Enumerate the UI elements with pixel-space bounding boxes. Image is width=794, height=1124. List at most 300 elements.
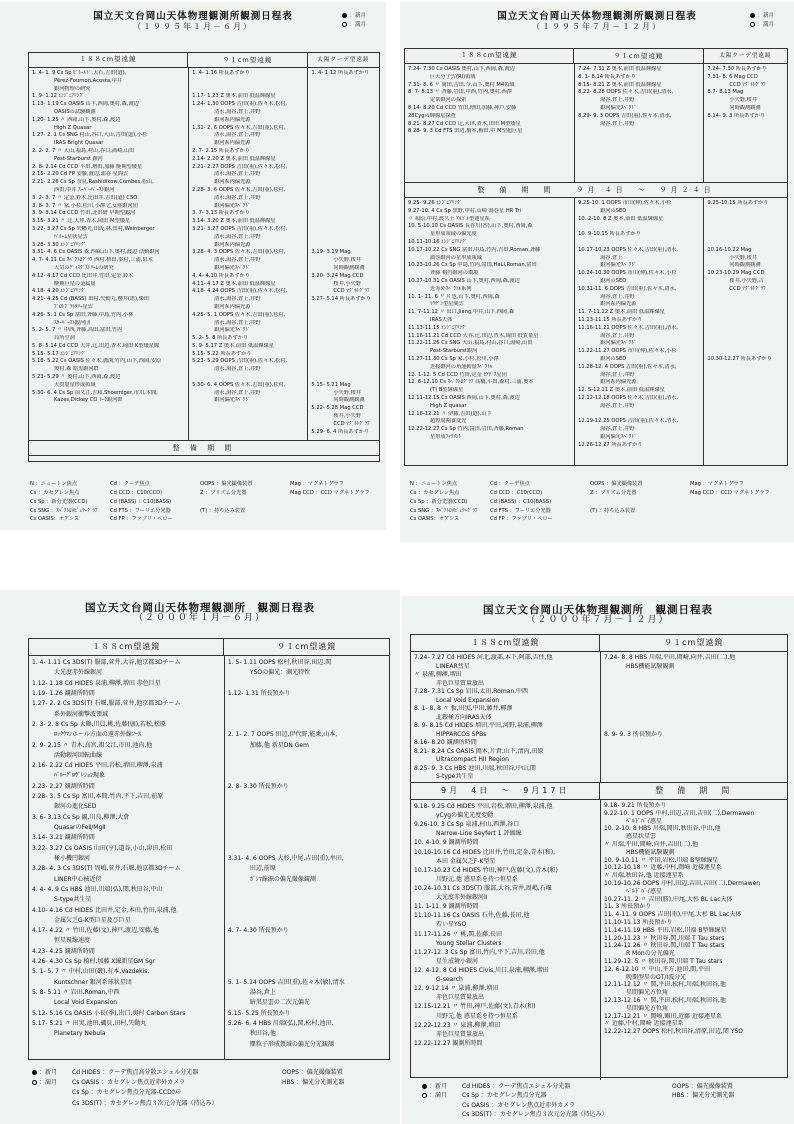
- schedule-row: 赤色巨星質量放出: [436, 679, 485, 687]
- schedule-2000-h2: [402, 596, 794, 1124]
- schedule-row: 2. 7- 2.15 所長あずかり: [192, 147, 250, 154]
- schedule-row: [228, 792, 386, 802]
- schedule-row: Pérez-Fournon,Acosta,中井: [54, 77, 123, 84]
- schedule-row: 8.14- 9. 3 所長あずかり: [707, 112, 766, 119]
- schedule-row: 5. 2- 5. 7 〃 中西,斉藤,高田,富田,竹内: [32, 327, 123, 334]
- schedule-row: 10.17-10.23 OOPS 佐々木,吉田(重),清水,: [578, 246, 679, 253]
- schedule-row: 11.20-11.23 〃 秋田谷,関,川端 T Tau stars: [603, 934, 725, 942]
- schedule-row: [228, 844, 386, 854]
- schedule-row: 5.15- 5.17 ｴﾝｼﾞﾆｱﾘﾝｸﾞ: [32, 350, 87, 357]
- schedule-row: 清水,湯谷,倉上,井野: [214, 319, 261, 326]
- schedule-row: [228, 720, 386, 730]
- schedule-row: [228, 679, 386, 689]
- schedule-table: [404, 48, 788, 466]
- schedule-row: 8.25- 9. 3 Cs HBS 池田,川端,秋田谷,中山,関: [414, 764, 536, 772]
- schedule-row: 11.13-11.15 所長あずかり: [578, 316, 643, 323]
- instrument-legend: [30, 480, 380, 524]
- schedule-row: 10.23-10.26 Cs Sp 中島,竹内,富田,HaLi,Roman,富田: [408, 262, 537, 269]
- schedule-row: 〃 川端,平田,岡崎,向井,吉田(二),他: [603, 840, 699, 848]
- legend-item: (T) ：持ち込み装置: [200, 507, 246, 514]
- schedule-row: 10.24-10.30 OOPS 市川(伸),佐々木,小杉: [578, 270, 677, 277]
- schedule-row: [604, 722, 784, 731]
- schedule-row: 3.28- 4. 3 Cs 3DS(T) 周嶋,菅井,石堰,他京都3Dチーム: [32, 865, 181, 873]
- maintenance-band: 9月 4日 ～ 9月17日 整 備 期 間: [411, 782, 787, 800]
- schedule-row: Narrow-Line Seyfert 1 評価線: [436, 830, 522, 838]
- page-subtitle: （１９９５年７月－１２月）: [532, 21, 662, 31]
- col-188cm: [411, 652, 600, 782]
- schedule-row: 1.19- 1.26 観測所時間: [32, 689, 95, 697]
- schedule-row: 8.21- 8.27 Cd CCD 辻,大坪,青木,田田 M型矮星: [408, 120, 521, 127]
- schedule-row: (T) B型輝線星: [430, 387, 464, 394]
- schedule-row: ﾊﾞﾙｰﾑ星状星雲: [54, 233, 88, 240]
- schedule-row: 近赤外ｽﾍﾟｸﾄﾙ系列: [430, 285, 472, 292]
- legend-item: [32, 1088, 72, 1098]
- legend-item: [200, 498, 290, 507]
- schedule-row: [604, 773, 784, 782]
- schedule-row: 1.20- 1.25 〃 西岡,山下,奥村,森,渡辺: [32, 116, 121, 123]
- schedule-row: 10.23-10.29 Mag CCD: [707, 270, 765, 277]
- schedule-row: 11. 4-11. 9 OOPS 吉田(重),中尾,大杉 BL Lac天体: [603, 911, 742, 919]
- schedule-row: 2. 8- 3.30 所長預かり: [227, 782, 289, 790]
- legend-item: [200, 515, 290, 524]
- schedule-row: LINEAR彗星: [436, 662, 470, 670]
- schedule-row: [228, 957, 386, 967]
- schedule-row: 11.10-11.16 Cs OASIS 石井,佐藤,長田,他: [414, 912, 530, 920]
- schedule-row: 4.18- 4.24 OOPS 吉田(重),佐々木,松村,: [192, 288, 288, 295]
- schedule-row: High Z Quasar: [54, 124, 92, 131]
- schedule-row: 7.28- 7.31 Cs Sp 岩田,太田,Roman,中西: [414, 688, 529, 696]
- schedule-row: 2. 1- 2. 7 OOPS 田辺,伊代野,能乗,山本,: [227, 731, 338, 739]
- schedule-row: [311, 343, 376, 351]
- schedule-row: ﾍﾞﾙﾄﾞﾊﾞｲ惑星: [625, 817, 662, 825]
- legend-item: Cs OASIS ：カセグレン焦点近赤外カメラ: [72, 1079, 186, 1087]
- schedule-row: Ultracompact HII Region: [436, 756, 509, 764]
- schedule-row: 3.14- 3.21 観測所時間: [32, 834, 95, 842]
- legend-item: Cs OASIS：オアシス: [30, 516, 80, 523]
- schedule-row: 12.22-12.27 観測所時間: [414, 1039, 483, 1047]
- table-header: １８８cm望遠鏡 ９１cm望遠鏡 太陽クーデ望遠鏡: [405, 49, 787, 64]
- schedule-row: 3.31- 4. 6 OOPS 大杉,中尾,吉田(重),牟田,: [227, 854, 344, 862]
- schedule-row: 清水,湯谷,倉上,井野: [214, 257, 261, 264]
- col-91cm: [574, 64, 703, 182]
- schedule-row: [707, 239, 784, 247]
- schedule-row: 金属欠乏G-K型巨星及び巨星: [54, 916, 131, 924]
- schedule-row: 11.27-12. 3 Cs Sp 富田,竹内,平下,吉川,岩田,他: [414, 948, 545, 956]
- schedule-row: 4.26- 4.30 Cs Sp 植村,加藤 X線新星GM Sgr: [32, 958, 156, 966]
- schedule-row: ﾊﾞﾙｰｸﾞﾛｳﾞﾚｼｮﾝ現象: [54, 772, 106, 780]
- schedule-row: 湯谷,倉上,井野: [600, 332, 635, 339]
- schedule-row: 若い星YSO: [436, 921, 467, 929]
- schedule-row: 8. 9- 8.15 Cd HIDES 増田,平田,河野,泉浦,柳澤: [414, 722, 543, 730]
- schedule-row: ﾌﾟﾛﾄﾌﾟﾗﾈﾀﾘｰ星雲: [54, 303, 93, 310]
- legend-item: [282, 1088, 392, 1098]
- schedule-row: [707, 121, 784, 129]
- schedule-row: 5.23- 5.29 〃 奥村,山下,西岡,森,渡辺: [32, 374, 121, 381]
- schedule-row: CCD ﾏｸﾞﾈﾄｸﾞﾗﾌ: [729, 285, 766, 292]
- schedule-row: 12.11-12.12 〃 関,平田,松村,川端,秋田谷,他: [603, 981, 726, 989]
- legend-item: Mag ：マグネトグラフ: [690, 481, 744, 487]
- schedule-row: 星形成領域の偏光度: [430, 231, 477, 238]
- page-subtitle: （２０００年１月－６月）: [133, 613, 266, 624]
- col-solar: [703, 64, 787, 182]
- schedule-row: [311, 132, 376, 140]
- legend-item: [690, 507, 788, 516]
- schedule-row: 湯谷,倉上,井野: [600, 371, 635, 378]
- schedule-row: Post-Starburst銀河: [430, 348, 478, 355]
- schedule-row: Young Stellar Clusters: [436, 939, 502, 947]
- legend-item: [690, 515, 788, 524]
- schedule-row: [707, 325, 784, 333]
- schedule-row: 4.10- 4.16 Cd HIDES 比田井,定金,本田,竹田,泉浦,他: [32, 906, 177, 914]
- schedule-row: 11.13-11.15 ｴﾝｼﾞﾆｱﾘﾝｸﾞ: [408, 324, 468, 331]
- schedule-row: 11.17-11.26 〃 桃,関,佐藤,長田: [414, 930, 503, 938]
- legend-item: HBS ：偏光分光測光器: [672, 1092, 735, 1100]
- schedule-row: 8.22- 8.28 OOPS 佐々木,吉田(重),清水,: [578, 89, 674, 96]
- col-91cm: [600, 652, 787, 782]
- schedule-row: [604, 739, 784, 748]
- schedule-row: 2.28- 3. 6 OOPS 佐々木,吉田(重),松村,: [192, 186, 286, 193]
- col-91cm: [188, 68, 307, 440]
- schedule-row: [311, 93, 376, 101]
- schedule-row: 4. 7- 4.30 所長預かり: [227, 927, 289, 935]
- schedule-row: 加藤,他 新星DN Gem: [249, 741, 309, 749]
- schedule-row: [311, 109, 376, 117]
- schedule-row: ｶﾞﾝﾏ線源の偏光撮像観測: [249, 875, 316, 883]
- schedule-row: 2. 8- 2.14 Cd CCD 平田,増田,加藤 晩期型矮星: [32, 163, 143, 170]
- legend-item: OOPS ：偏光撮像装置: [590, 481, 643, 487]
- schedule-row: 3.15- 3.21 〃 辻,大坪,青木,岡田 M型矮星: [32, 218, 131, 225]
- schedule-row: 銀河偏光ｽﾍﾟｸﾄﾞ: [214, 327, 251, 334]
- schedule-row: [311, 218, 376, 226]
- schedule-row: S-type共生星: [54, 896, 92, 904]
- schedule-row: 8. 9- 9. 3 所長預かり: [603, 730, 663, 738]
- schedule-row: 11.16-11.21 Cd CCD 大谷,辻,田辺,青木,岡田 低質量星: [408, 332, 539, 339]
- schedule-row: 4.23- 4.25 観測所時間: [32, 947, 95, 955]
- schedule-row: 12. 6-12.10 Cs ｽﾍﾟｸﾄﾛｸﾞﾗﾌ 高橋,平田,森村,三浦,奥本: [408, 379, 534, 386]
- schedule-row: 清水,湯谷,倉上,井野: [214, 194, 261, 201]
- legend-item: [290, 498, 380, 507]
- legend-item: Cd ：クーデ焦点: [110, 481, 150, 487]
- schedule-row: 3.14- 3.20 Z 奥本,前田 低温輝線星: [192, 218, 276, 225]
- schedule-row: [228, 710, 386, 720]
- schedule-row: [311, 203, 376, 211]
- schedule-row: 湯谷,倉上,井野: [600, 402, 635, 409]
- col-188cm: [405, 198, 574, 466]
- legend-item: [690, 498, 788, 507]
- legend-item: Cd ：クーデ焦点: [490, 481, 530, 487]
- schedule-row: 清水,湯谷,倉上,井野: [214, 132, 261, 139]
- schedule-row: [228, 699, 386, 709]
- schedule-row: 5.23- 5.29 OOPS 吉田(重),佐々木,松村,: [192, 358, 288, 365]
- schedule-row: 銀河物理の研究: [54, 85, 91, 92]
- schedule-row: 3.28- 4. 3 OOPS 佐々木,吉田(重),松村,: [192, 249, 286, 256]
- schedule-row: [311, 226, 376, 234]
- schedule-row: 28Cygの輝線星探査: [408, 112, 456, 119]
- schedule-row: 1. 4- 1.16 所長あずかり: [192, 70, 250, 76]
- schedule-row: 10. 5-10.10 Cs OASIS 長谷川(香),山下,奥村,西岡,森: [408, 223, 533, 230]
- schedule-row: 2.23- 2.27 観測所時間: [32, 782, 95, 790]
- schedule-row: 5.26- 6. 4 HBS 川端(弘),関,松村,池田,: [227, 1019, 334, 1027]
- schedule-row: 秋田谷,他: [249, 1030, 276, 1038]
- new-moon-icon: [32, 1070, 37, 1075]
- schedule-row: 1. 4- 1. 9 Cs Sp ﾋﾞﾄｰﾙﾄﾞ,大石,吉田(道),: [32, 70, 127, 76]
- schedule-1995-h2: [400, 2, 794, 542]
- schedule-row: 小矢野,桜井: [729, 254, 758, 261]
- schedule-row: 渦巻銀河の星形成領域: [430, 254, 482, 261]
- schedule-row: 10. 2-10. 8 HBS 川端,岡田,秋田谷,中山,他: [603, 825, 721, 833]
- schedule-row: Kuntschner 銀河系球状星団: [54, 978, 132, 986]
- new-moon-icon: [422, 1084, 427, 1089]
- legend-item: Cd CCD ：C10(CCD): [110, 489, 163, 496]
- schedule-row: [311, 78, 376, 86]
- legend-item: Mag CCD ：CCD マグネトグラフ: [290, 489, 370, 496]
- schedule-row: 3.19- 3.19 Mag: [311, 249, 351, 256]
- schedule-row: 10.10-10.16 Cd HIDES 比田井,竹田,定金,青木(和),: [414, 848, 556, 856]
- schedule-row: 大質量星形成領域: [54, 381, 96, 388]
- schedule-row: [228, 771, 386, 781]
- schedule-row: 5.30- 6. 4 Cs Sp 前又江,吉和,Shoemiger,市川,本間,: [32, 389, 158, 396]
- schedule-row: [604, 671, 784, 680]
- schedule-row: [578, 411, 700, 419]
- schedule-row: 1.17- 1.23 Z 奥本,前田 低温輝線星: [192, 93, 276, 100]
- legend-item: N ：ニュートン焦点: [30, 481, 78, 487]
- legend-item: Cd CCD ：C10(CCD): [490, 489, 543, 496]
- schedule-row: 1. 4- 1.12 所長あずかり: [311, 70, 370, 76]
- col-91cm: [600, 800, 787, 1080]
- schedule-row: 5.15- 5.25 所長預かり: [227, 1009, 291, 1017]
- schedule-row: High Z quasar: [430, 402, 467, 409]
- col-91cm: [224, 656, 389, 1060]
- legend-item: Cs ：カセグレン焦点: [410, 489, 460, 496]
- schedule-row: Local Void Expansion: [54, 999, 118, 1007]
- schedule-row: 1.12- 1.18 Cd HIDES 泉浦,柳澤,増田 赤色巨星: [32, 679, 161, 687]
- schedule-row: 10.19-10.26 OOPS 中村,田辺,吉田,吉田(二),Dermawen: [603, 879, 761, 887]
- instrument-legend: [422, 1082, 784, 1119]
- schedule-row: 桜井,小矢野,古: [729, 277, 764, 284]
- schedule-row: [192, 86, 304, 94]
- schedule-row: 12. 4-12. 8 Cd HIDES Civis,川口,泉浦,柳澤,増田: [414, 966, 549, 974]
- schedule-row: 2.14- 2.20 Z 奥本,前田 低温輝線星: [192, 155, 276, 162]
- table-header: １８８cm望遠鏡 ９１cm望遠鏡 太陽クーデ望遠鏡: [29, 53, 379, 68]
- schedule-row: 2.28- 3. 5 Cs Sp 富田,本間,竹内,平下,吉田,前原: [32, 793, 164, 801]
- schedule-row: HBS機能試験観測: [625, 662, 675, 670]
- schedule-row: 惑星状星雲: [625, 833, 656, 841]
- schedule-row: [311, 210, 376, 218]
- schedule-table: [410, 634, 788, 1078]
- schedule-row: 銀河のSED: [600, 277, 627, 284]
- schedule-row: 3.27- 5.14 所長あずかり: [311, 296, 371, 303]
- schedule-row: 11.14-11.19 HBS 平田,岩松,川端 B型輝線星: [603, 926, 727, 934]
- schedule-row: 5. 2- 5. 8 所長あずかり: [192, 335, 249, 342]
- schedule-row: [707, 208, 784, 216]
- schedule-row: IRAS Bright Quasar: [54, 140, 104, 147]
- legend-item: OOPS ：偏光撮像装置: [200, 481, 253, 487]
- schedule-row: 大光度赤外線銀河II: [436, 894, 488, 902]
- schedule-row: 赤色巨星質量放出: [436, 994, 485, 1002]
- schedule-row: 3.22- 3.27 Cs Sp 矢幡光,田坂,林,田村,Weinberger: [32, 225, 155, 232]
- schedule-row: 9.18- 9.21 所長預かり: [603, 802, 667, 809]
- legend-item: Cs OASIS：オアシス: [410, 516, 460, 523]
- schedule-row: 5.22- 5.28 Mag CCD: [311, 405, 364, 412]
- schedule-row: 1.27- 2. 2 Cs 3DS(T) 石堰,服部,菅井,他京都3Dチーム: [32, 700, 181, 708]
- schedule-row: [707, 340, 784, 348]
- schedule-row: 11. 1-11. 9 観測所時間: [414, 903, 479, 911]
- new-moon-icon: [750, 13, 755, 18]
- schedule-row: [311, 320, 376, 328]
- schedule-row: Local Void Expansion: [436, 696, 500, 704]
- schedule-row: 7.24- 8. 8 HBS 川端,平田,岡崎,向井,吉田(二),他: [603, 654, 736, 661]
- schedule-row: [311, 335, 376, 343]
- moon-legend: ：新月 ：満月: [750, 12, 774, 30]
- legend-item: [422, 1101, 462, 1110]
- schedule-row: OASISの試験観測: [54, 108, 96, 115]
- legend-item: Mag ：マグネトグラフ: [290, 481, 344, 487]
- schedule-row: 10. 9-10.11 〃 平田,岩松,川端 B型輝線星: [603, 856, 719, 864]
- page-title: 国立天文台岡山天体物理観測所 観測日程表: [85, 602, 315, 614]
- schedule-row: [228, 936, 386, 946]
- schedule-row: [707, 294, 784, 302]
- schedule-row: 桜井,小矢野: [333, 413, 361, 420]
- col-188cm: [29, 68, 188, 440]
- schedule-row: 11.27-11.30 Cs Sp 家,小杉,松川,小澤: [408, 355, 499, 362]
- schedule-row: [311, 101, 376, 109]
- schedule-row: 超短周期食変光: [430, 418, 467, 425]
- schedule-row: 11.16-11.21 OOPS 佐々木,吉田(重),清水,: [578, 324, 679, 331]
- schedule-row: 極小機円銀河: [54, 854, 91, 862]
- schedule-row: [228, 895, 386, 905]
- schedule-row: YSOの偏光：測光特性: [249, 669, 311, 677]
- schedule-row: [228, 916, 386, 926]
- schedule-row: 12.17-12.21 〃 岡崎,鶴田,近藤 近接連星系: [603, 1012, 723, 1020]
- schedule-row: [228, 813, 386, 823]
- legend-item: ：満月: [422, 1091, 462, 1100]
- legend-item: Cs ：カセグレン焦点: [30, 489, 80, 496]
- schedule-row: 奥村,森 暗黒銀河群: [54, 366, 99, 373]
- schedule-row: CCD ﾏｸﾞﾈﾄｸﾞﾗﾌ: [729, 81, 766, 88]
- schedule-row: 10.30-12.27 所長あずかり: [707, 355, 772, 362]
- schedule-row: 銀河偏光ｽﾍﾟｸﾄﾞ: [600, 433, 637, 440]
- schedule-row: 1.24- 1.30 OOPS 吉田(重),佐々木,松村,: [192, 101, 288, 108]
- schedule-row: 清水,湯谷,倉上,井野: [214, 366, 261, 373]
- schedule-row: 湯谷,倉上: [600, 254, 623, 261]
- moon-legend: ：新月 ：満月: [342, 12, 366, 30]
- legend-item: Cd HIDES ：クーデ焦点高分散エシェル分光器: [72, 1069, 199, 1076]
- schedule-row: 9.22-10. 1 OOPS 中村,田辺,吉田,吉田(二),Dermawen: [603, 809, 755, 817]
- schedule-row: [311, 187, 376, 195]
- schedule-row: 銀河系内偏光源: [214, 140, 251, 147]
- schedule-row: 10.17-10.22 Cs SNG 富田,中島,竹内,吉田,Roman,斉藤: [408, 246, 541, 253]
- full-moon-icon: [750, 22, 755, 27]
- schedule-row: 11.24-11.26 〃 秋田谷,関,川端 T Tau stars: [603, 942, 725, 950]
- schedule-row: 塵粒子形成領域の偏光分光観測: [249, 1040, 334, 1048]
- schedule-row: [192, 78, 304, 86]
- schedule-row: 1. 9- 1.12 ｴﾝｼﾞﾆｱﾘﾝｸﾞ: [32, 93, 85, 100]
- page-title: 国立天文台岡山天体物理観測所観測日程表: [497, 11, 697, 22]
- schedule-row: [228, 885, 386, 895]
- schedule-row: [192, 374, 304, 382]
- schedule-row: 12. 9-12.14 〃 泉浦,柳澤,増田: [414, 985, 499, 993]
- schedule-row: 5.15- 5.21 Mag: [311, 381, 351, 388]
- schedule-row: [707, 301, 784, 309]
- schedule-row: 2.16- 2.22 Cd HIDES 平田,岩松,増田,柳澤,泉浦: [32, 762, 163, 770]
- legend-item: [32, 1099, 72, 1109]
- schedule-row: 11.10-11.13 所長預かり: [603, 918, 673, 926]
- schedule-row: 5.12- 5.16 Cs OASIS 小長(季),出口,奥村 Carbon Stars: [32, 1009, 186, 1017]
- legend-item: Cd (BASS) ：C10(BASS): [490, 498, 552, 505]
- schedule-row: [707, 128, 784, 136]
- schedule-row: 11.22-11.26 Cs SNG 大山,福島,村山,谷口,湯崎,山田: [408, 340, 533, 347]
- schedule-row: 9.25- 9.26 ｴﾝｼﾞﾆｱﾘﾝｸﾞ: [408, 200, 463, 206]
- schedule-row: 10. 9-10.15 所長あずかり: [578, 231, 641, 238]
- schedule-row: 銀河系内偏光源: [214, 241, 251, 248]
- schedule-row: 5. 1- 5. 7 〃 中村,山田(巌),有本,Vazdekis,: [32, 968, 150, 976]
- schedule-row: 10.27-10.31 Cs OASIS 山下,奥村,西岡,森,渡辺: [408, 277, 520, 284]
- schedule-row: 銀河偏光ｽﾍﾟｸﾄﾞ: [600, 262, 637, 269]
- schedule-row: 12.12-12.18 OOPS 佐々木,吉田(重),清水,: [578, 394, 679, 401]
- schedule-row: 3.22- 3.27 Cs OASIS 山田(亨),道谷,小山,津田,松田: [32, 844, 173, 852]
- schedule-row: 北銀極方向IRAS天体: [436, 713, 492, 721]
- schedule-row: [604, 705, 784, 714]
- schedule-row: 銀河偏光ｽﾍﾟｸﾄﾞ: [214, 202, 251, 209]
- schedule-row: 〃 川端,秋田谷,他 近接連星系: [603, 872, 684, 880]
- schedule-row: 1.31- 2. 6 OOPS 佐々木,吉田(重),松村,: [192, 124, 286, 131]
- schedule-row: ﾏﾗｹﾞﾝ型星間雲: [430, 301, 464, 308]
- schedule-row: 8.28- 9. 3 Cd FTS 田辺,橋本,梅田,中 M型超巨星: [408, 128, 523, 135]
- schedule-row: 5.30- 6. 4 OOPS 佐々木,吉田(重),松村,: [192, 381, 286, 388]
- col-solar: [703, 198, 787, 466]
- schedule-row: 〃 泉浦,柳澤,増田: [414, 671, 462, 679]
- legend-item: [282, 1099, 392, 1109]
- schedule-1995-h1: [0, 2, 386, 530]
- schedule-row: 同時観測観測: [333, 264, 365, 271]
- schedule-row: 銀河系内偏光源: [214, 116, 251, 123]
- legend-item: Cd FTS ：フーリエ分光器: [110, 507, 171, 514]
- schedule-row: 3.28- 3.30 ｴﾝｼﾞﾆｱﾘﾝｸﾞ: [32, 241, 87, 248]
- schedule-row: S-type共生星: [436, 773, 474, 781]
- schedule-row: [707, 348, 784, 356]
- schedule-row: IRAS天体: [430, 316, 453, 323]
- schedule-row: 銀河偏光ｽﾍﾟｸﾄﾞ: [214, 264, 251, 271]
- schedule-row: [311, 351, 376, 359]
- schedule-row: [311, 179, 376, 187]
- schedule-row: [311, 125, 376, 133]
- maintenance-band: 整 備 期 間: [29, 440, 379, 456]
- schedule-row: 12.11-12.15 Cs OASIS 西岡,山下,奥村,森,渡辺: [408, 394, 520, 401]
- schedule-row: 7.24- 7.27 Cd HIDES 河北,渡部,本下,阿部,吉住,他: [414, 654, 553, 661]
- schedule-row: 9.27-10. 4 Cs Sp 黒野,中村,山崎 渦巻星 HR Tri: [408, 207, 521, 214]
- schedule-row: 銀河系内偏光源: [600, 379, 637, 386]
- schedule-row: 小矢野,桜井: [333, 257, 361, 264]
- schedule-row: 桜井,小矢野: [333, 280, 361, 287]
- schedule-row: 2. 3- 2. 8 Cs Sp 大鶴,川員,桃,佐藤(康),若松,松原: [32, 720, 166, 728]
- schedule-row: [604, 680, 784, 689]
- schedule-row: 小矢野,桜井: [729, 97, 758, 104]
- schedule-row: 9.18- 9.25 Cd HIDES 平田,岩松,増田,柳澤,泉浦,他: [414, 803, 553, 810]
- col-solar: [307, 68, 379, 440]
- schedule-row: 清水,湯谷,倉上,井野: [214, 171, 261, 178]
- schedule-row: [228, 823, 386, 833]
- schedule-2000-h1: [0, 590, 400, 1124]
- schedule-row: 星生成境小銀河: [436, 957, 479, 965]
- schedule-row: 12.22-12.23 〃 泉浦,柳澤,増田: [414, 1021, 501, 1029]
- schedule-row: [604, 765, 784, 774]
- full-moon-icon: [32, 1080, 37, 1085]
- schedule-row: [311, 304, 376, 312]
- schedule-row: 12. 6-12.10 〃 中山,平方,池田,関,平田: [603, 965, 711, 973]
- schedule-row: 銀河のSED: [600, 355, 627, 362]
- schedule-row: 系外銀河衝撃波領域: [54, 710, 109, 718]
- schedule-row: 5.18- 5.22 Cs OASIS 佐々木,溝渕,竹内,山下,西岡,安原: [32, 358, 162, 365]
